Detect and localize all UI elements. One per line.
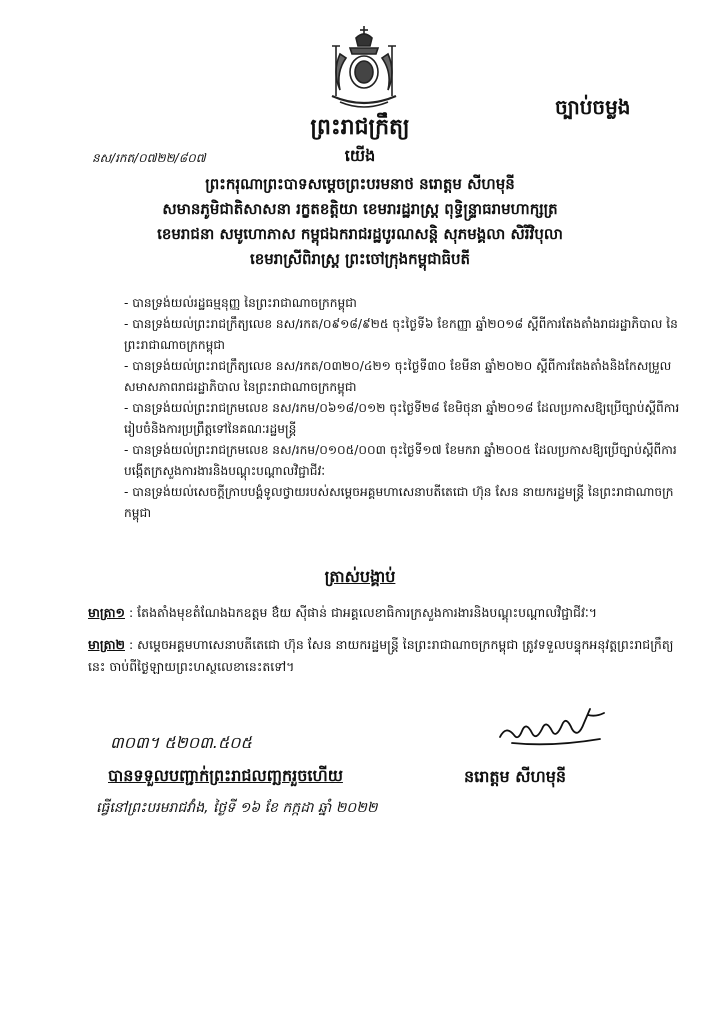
king-title-line: ព្រះករុណាព្រះបាទសម្តេចព្រះបរមនាថ នរោត្តម សីហមុនី bbox=[205, 175, 515, 193]
reference-number: នស/រកត/០៧២២/៨០៧ bbox=[92, 151, 206, 165]
king-title-line: ខេមរាស្រីពិរាស្ត្រ ព្រះចៅក្រុងកម្ពុជាធិបតី bbox=[249, 250, 471, 268]
consideration-item: - បានទ្រង់យល់សេចក្តីក្រាបបង្គំទូលថ្វាយរបស់សម្តេចអគ្គមហាសេនាបតីតេជោ ហ៊ុន សែន នាយករដ្ឋមន្ត្រី នៃព្រះរាជាណាចក្រកម្ពុជា bbox=[124, 485, 674, 520]
certified-copy-stamp: ច្បាប់ចម្លង bbox=[555, 95, 631, 119]
king-title-line: ខេមរាជនា សមូហោភាស កម្ពុជឯករាជរដ្ឋបូរណសន្តិ សុភមង្គលា សិរីវិបុលា bbox=[157, 225, 563, 243]
article-text: : តែងតាំងមុខតំណែងឯកឧត្តម ឳយ ស៊ីផាន់ ជាអគ្គលេខាធិការក្រសួងការងារនិងបណ្តុះបណ្តាលវិជ្ជាជីវៈ។ bbox=[128, 605, 597, 620]
article-text: : សម្តេចអគ្គមហាសេនាបតីតេជោ ហ៊ុន សែន នាយករដ្ឋមន្ត្រី នៃព្រះរាជាណាចក្រកម្ពុជា ត្រូវទទួលបន្ទុកអនុវត្តព្រះរាជក្រឹត្យនេះ ចាប់ពីថ្ងៃឡាយព្រះហស្ថលេខានេះតទៅ។ bbox=[88, 637, 674, 674]
date-place-line: ធ្វើនៅព្រះបរមរាជវាំង, ថ្ងៃទី ១៦ ខែ កក្កដា ឆ្នាំ ២០២២ bbox=[96, 800, 378, 816]
king-title-block bbox=[0, 172, 720, 272]
article-label: មាត្រា២ bbox=[88, 637, 125, 652]
signatory-name: នរោត្តម សីហមុនី bbox=[464, 767, 567, 786]
royal-arms-of-cambodia-icon bbox=[326, 24, 402, 110]
article-2 bbox=[88, 634, 688, 678]
consideration-item: - បានទ្រង់យល់ព្រះរាជក្រឹត្យលេខ នស/រកត/០៩១៨/៩២៥ ចុះថ្ងៃទី៦ ខែកញ្ញា ឆ្នាំ២០១៨ ស្តីពីការតែងតាំងរាជរដ្ឋាភិបាល នៃព្រះរាជាណាចក្រកម្ពុជា bbox=[124, 317, 678, 352]
article-label: មាត្រា១ bbox=[88, 605, 125, 620]
considerations-list bbox=[124, 293, 684, 524]
article-1 bbox=[88, 602, 688, 624]
seal-received-note: បានទទួលបញ្ជាក់ព្រះរាជលញ្ឆករួចហើយ bbox=[108, 766, 343, 785]
consideration-item: - បានទ្រង់យល់រដ្ឋធម្មនុញ្ញ នៃព្រះរាជាណាចក្រកម្ពុជា bbox=[124, 296, 357, 310]
king-title-line: សមានភូមិជាតិសាសនា រក្ខតខត្តិយា ខេមរារដ្ឋរាស្ត្រ ពុទ្ធិន្ទ្រាធរាមហាក្សត្រ bbox=[162, 200, 558, 218]
consideration-item: - បានទ្រង់យល់ព្រះរាជក្រមលេខ នស/រកម/០៦១៨/០១២ ចុះថ្ងៃទី២៨ ខែមិថុនា ឆ្នាំ២០១៨ ដែលប្រកាសឱ្យប្រើច្បាប់ស្តីពីការរៀបចំនិងការប្រព្រឹត្តទៅនៃគណៈរដ្ឋមន្ត្រី bbox=[124, 401, 680, 436]
consideration-item: - បានទ្រង់យល់ព្រះរាជក្រឹត្យលេខ នស/រកត/០៣២០/៤២១ ចុះថ្ងៃទី៣០ ខែមីនា ឆ្នាំ២០២០ ស្តីពីការតែងតាំងនិងកែសម្រួលសមាសភាពរាជរដ្ឋាភិបាល នៃព្រះរាជាណាចក្រកម្ពុជា bbox=[124, 359, 672, 394]
we-heading: យើង bbox=[344, 146, 376, 165]
decree-heading: ត្រាស់បង្គាប់ bbox=[324, 567, 396, 586]
royal-signature bbox=[492, 695, 612, 755]
registration-number: ៣០៣។ ៥២០៣.៥០៥ bbox=[110, 733, 252, 752]
consideration-item: - បានទ្រង់យល់ព្រះរាជក្រមលេខ នស/រកម/០១០៥/០០៣ ចុះថ្ងៃទី១៧ ខែមករា ឆ្នាំ២០០៥ ដែលប្រកាសឱ្យប្រើច្បាប់ស្តីពីការបង្កើតក្រសួងការងារនិងបណ្តុះបណ្តាលវិជ្ជាជីវៈ bbox=[124, 443, 677, 478]
decree-type-title: ព្រះរាជក្រឹត្យ bbox=[310, 115, 410, 140]
